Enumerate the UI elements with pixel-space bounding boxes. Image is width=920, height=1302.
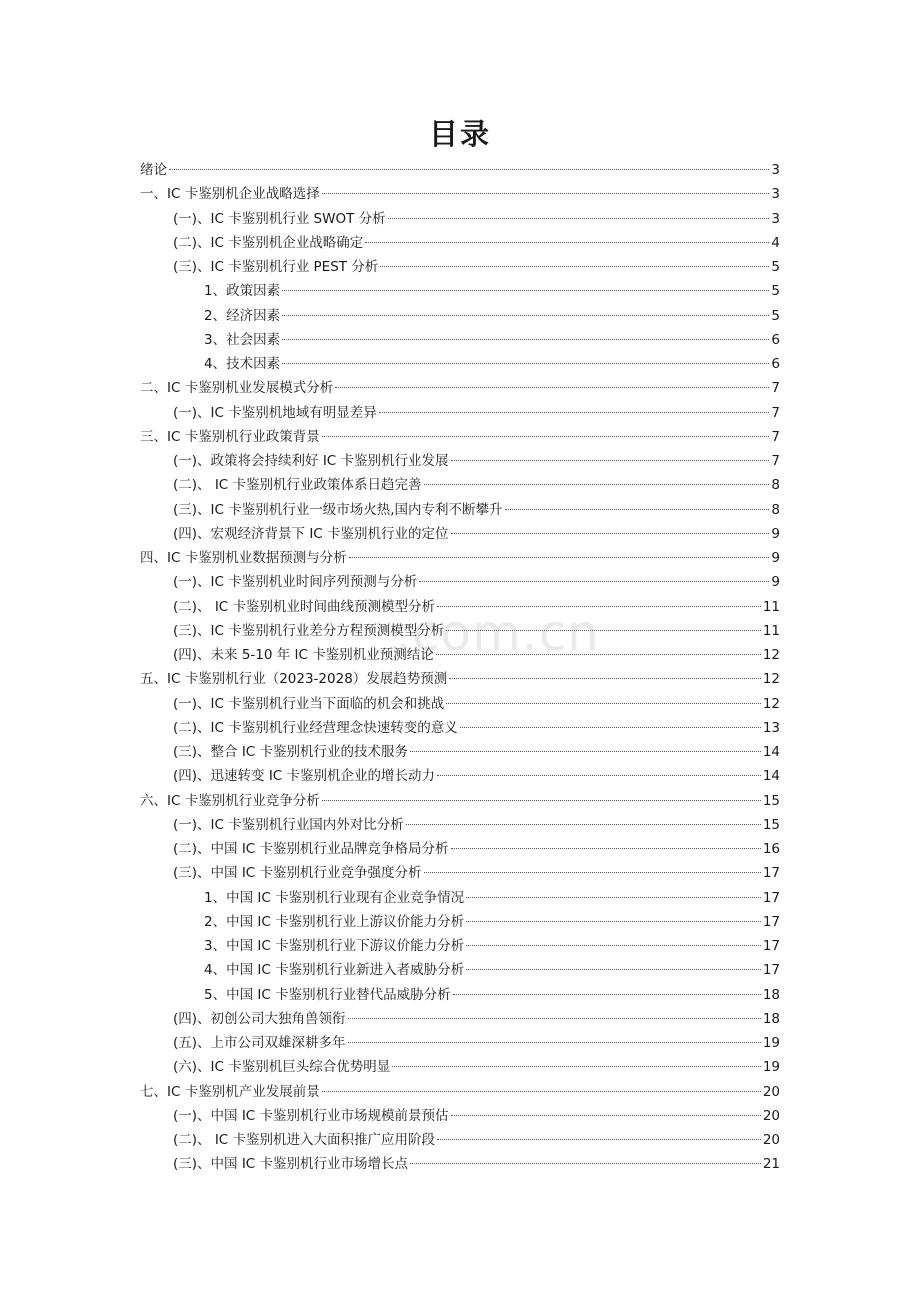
toc-entry-page: 4 [771,234,780,251]
toc-entry-label: (一)、政策将会持续利好 IC 卡鉴别机行业发展 [173,453,449,469]
toc-entry-label: (四)、初创公司大独角兽领衔 [173,1010,346,1027]
toc-entry-page: 7 [771,428,780,445]
toc-entry[interactable] [140,158,780,182]
toc-dot-leader [380,265,769,267]
toc-entry[interactable] [140,182,780,206]
watermark: .com.cn [395,604,600,662]
toc-entry-page: 17 [762,962,780,979]
toc-entry-page: 19 [762,1059,780,1076]
toc-entry-label: 三、IC 卡鉴别机行业政策背景 [140,428,320,445]
toc-entry[interactable] [140,1055,780,1079]
toc-entry-label: (二)、IC 卡鉴别机企业战略确定 [173,234,364,251]
toc-entry-label: 1、政策因素 [204,283,281,300]
toc-entry-page: 7 [771,380,780,397]
toc-entry[interactable] [140,1128,780,1152]
toc-entry-label: (一)、IC 卡鉴别机行业 SWOT 分析 [173,210,386,227]
toc-dot-leader [349,556,770,558]
toc-entry-label: 五、IC 卡鉴别机行业（2023-2028）发展趋势预测 [140,671,448,688]
toc-entry[interactable] [140,328,780,352]
toc-dot-leader [282,338,769,340]
toc-entry-label: (四)、未来 5-10 年 IC 卡鉴别机业预测结论 [173,647,434,663]
toc-entry[interactable] [140,304,780,328]
toc-entry-page: 15 [762,816,780,833]
table-of-contents [140,158,780,1177]
toc-entry-label: (一)、IC 卡鉴别机业时间序列预测与分析 [173,574,418,591]
toc-entry[interactable] [140,910,780,934]
toc-entry-label: (一)、IC 卡鉴别机行业当下面临的机会和挑战 [173,695,445,712]
toc-entry[interactable] [140,692,780,716]
toc-dot-leader [410,1162,761,1164]
toc-entry[interactable] [140,231,780,255]
toc-entry[interactable] [140,958,780,982]
toc-entry-label: 3、中国 IC 卡鉴别机行业下游议价能力分析 [204,938,465,954]
toc-entry-page: 8 [771,477,780,494]
toc-entry-label: (三)、整合 IC 卡鉴别机行业的技术服务 [173,744,409,760]
toc-entry-label: (三)、中国 IC 卡鉴别机行业竞争强度分析 [173,865,422,882]
toc-entry-label: 六、IC 卡鉴别机行业竞争分析 [140,792,320,809]
toc-entry-page: 12 [762,647,780,663]
toc-entry-page: 20 [762,1132,780,1148]
toc-entry[interactable] [140,1152,780,1176]
toc-entry[interactable] [140,546,780,570]
toc-entry-page: 20 [762,1107,780,1124]
toc-dot-leader [169,168,769,170]
toc-entry-page: 3 [771,186,780,203]
toc-entry[interactable] [140,886,780,910]
toc-dot-leader [449,677,761,679]
toc-entry[interactable] [140,789,780,813]
toc-entry-page: 18 [762,1010,780,1027]
toc-entry-page: 9 [771,574,780,591]
page-title: 目录 [428,117,491,151]
toc-entry-page: 16 [762,841,780,857]
toc-entry-label: 1、中国 IC 卡鉴别机行业现有企业竞争情况 [204,889,465,906]
toc-dot-leader [282,289,769,291]
toc-entry-page: 5 [771,259,780,275]
toc-entry-label: (二)、中国 IC 卡鉴别机行业品牌竞争格局分析 [173,841,449,857]
toc-dot-leader [365,241,769,243]
toc-entry-page: 17 [762,865,780,882]
toc-dot-leader [437,605,761,607]
toc-entry[interactable] [140,837,780,861]
toc-dot-leader [322,799,761,801]
toc-entry[interactable] [140,207,780,231]
toc-dot-leader [446,629,761,631]
toc-entry[interactable] [140,522,780,546]
toc-dot-leader [466,968,761,970]
toc-dot-leader [406,823,761,825]
toc-entry-label: 一、IC 卡鉴别机企业战略选择 [140,186,320,203]
toc-entry-page: 3 [771,210,780,227]
toc-entry[interactable] [140,619,780,643]
toc-entry[interactable] [140,983,780,1007]
toc-entry-label: (六)、IC 卡鉴别机巨头综合优势明显 [173,1059,391,1076]
toc-entry-label: 绪论 [140,162,167,178]
toc-entry-page: 17 [762,913,780,930]
toc-entry[interactable] [140,449,780,473]
toc-entry[interactable] [140,861,780,885]
toc-entry-page: 11 [762,622,780,639]
toc-entry[interactable] [140,934,780,958]
toc-entry[interactable] [140,279,780,303]
toc-dot-leader [348,1041,761,1043]
toc-dot-leader [379,411,770,413]
toc-entry-label: (四)、宏观经济背景下 IC 卡鉴别机行业的定位 [173,525,449,542]
toc-entry-label: 4、技术因素 [204,356,281,372]
toc-dot-leader [437,774,761,776]
toc-entry[interactable] [140,1104,780,1128]
toc-entry-page: 17 [762,889,780,906]
toc-entry[interactable] [140,401,780,425]
toc-entry-page: 20 [762,1083,780,1100]
toc-entry[interactable] [140,764,780,788]
toc-dot-leader [322,1090,761,1092]
toc-entry-label: (三)、IC 卡鉴别机行业差分方程预测模型分析 [173,622,445,639]
toc-entry-label: (五)、上市公司双雄深耕多年 [173,1035,346,1051]
toc-entry-label: (一)、中国 IC 卡鉴别机行业市场规模前景预估 [173,1107,449,1124]
toc-entry-label: (三)、IC 卡鉴别机行业 PEST 分析 [173,259,379,275]
toc-entry-page: 8 [771,501,780,518]
toc-dot-leader [348,1017,761,1019]
toc-entry[interactable] [140,425,780,449]
toc-entry[interactable] [140,376,780,400]
toc-dot-leader [437,1138,761,1140]
toc-entry[interactable] [140,570,780,594]
toc-dot-leader [392,1065,761,1067]
toc-entry[interactable] [140,473,780,497]
toc-dot-leader [446,702,761,704]
toc-entry-label: 四、IC 卡鉴别机业数据预测与分析 [140,550,347,566]
toc-dot-leader [451,459,770,461]
toc-entry-label: (一)、IC 卡鉴别机行业国内外对比分析 [173,816,404,833]
toc-entry[interactable] [140,498,780,522]
toc-entry-page: 9 [771,550,780,566]
toc-entry-page: 15 [762,792,780,809]
toc-entry-page: 19 [762,1035,780,1051]
toc-entry-label: 5、中国 IC 卡鉴别机行业替代品威胁分析 [204,986,451,1003]
toc-dot-leader [453,993,761,995]
toc-dot-leader [282,314,769,316]
toc-entry[interactable] [140,740,780,764]
toc-entry-page: 13 [762,719,780,736]
toc-entry[interactable] [140,1007,780,1031]
toc-entry-label: (四)、迅速转变 IC 卡鉴别机企业的增长动力 [173,768,436,785]
toc-entry-page: 7 [771,404,780,421]
toc-entry[interactable] [140,643,780,667]
toc-entry-label: 3、社会因素 [204,331,281,348]
toc-dot-leader [466,896,761,898]
toc-dot-leader [436,653,761,655]
toc-entry-label: 2、经济因素 [204,307,281,324]
toc-entry-page: 12 [762,671,780,688]
toc-dot-leader [451,1114,761,1116]
toc-entry-page: 6 [771,356,780,372]
toc-dot-leader [460,726,761,728]
toc-entry-page: 9 [771,525,780,542]
toc-entry-label: (一)、IC 卡鉴别机地域有明显差异 [173,404,377,421]
toc-entry[interactable] [140,1080,780,1104]
toc-dot-leader [282,362,769,364]
toc-entry-label: (二)、 IC 卡鉴别机进入大面积推广应用阶段 [173,1132,436,1148]
toc-entry-label: 二、IC 卡鉴别机业发展模式分析 [140,380,334,397]
toc-entry-page: 6 [771,331,780,348]
toc-entry-page: 3 [771,162,780,178]
toc-entry-page: 14 [762,744,780,760]
toc-entry[interactable] [140,255,780,279]
toc-dot-leader [322,435,770,437]
toc-entry-label: (三)、IC 卡鉴别机行业一级市场火热,国内专利不断攀升 [173,501,503,518]
toc-dot-leader [424,871,761,873]
toc-dot-leader [410,750,761,752]
toc-entry-page: 21 [762,1156,780,1173]
toc-entry-page: 11 [762,598,780,615]
toc-entry-label: 4、中国 IC 卡鉴别机行业新进入者威胁分析 [204,962,465,979]
toc-entry-page: 5 [771,307,780,324]
toc-entry-label: (二)、 IC 卡鉴别机行业政策体系日趋完善 [173,477,422,494]
toc-entry-page: 12 [762,695,780,712]
toc-entry[interactable] [140,1031,780,1055]
toc-entry-page: 14 [762,768,780,785]
toc-dot-leader [322,192,770,194]
toc-entry-label: (三)、中国 IC 卡鉴别机行业市场增长点 [173,1156,409,1173]
toc-dot-leader [451,532,770,534]
toc-entry-page: 18 [762,986,780,1003]
toc-dot-leader [466,920,761,922]
toc-entry[interactable] [140,667,780,691]
toc-dot-leader [335,386,769,388]
toc-entry-page: 5 [771,283,780,300]
toc-entry-label: (二)、 IC 卡鉴别机业时间曲线预测模型分析 [173,598,436,615]
toc-dot-leader [451,847,761,849]
toc-dot-leader [424,483,770,485]
toc-entry-label: 七、IC 卡鉴别机产业发展前景 [140,1083,320,1100]
toc-dot-leader [388,217,770,219]
toc-entry-label: (二)、IC 卡鉴别机行业经营理念快速转变的意义 [173,719,458,736]
toc-entry[interactable] [140,716,780,740]
toc-entry[interactable] [140,352,780,376]
toc-entry-page: 17 [762,938,780,954]
toc-entry-page: 7 [771,453,780,469]
toc-entry[interactable] [140,595,780,619]
toc-dot-leader [419,580,769,582]
toc-entry-label: 2、中国 IC 卡鉴别机行业上游议价能力分析 [204,913,465,930]
toc-dot-leader [505,508,770,510]
toc-dot-leader [466,944,761,946]
toc-entry[interactable] [140,813,780,837]
